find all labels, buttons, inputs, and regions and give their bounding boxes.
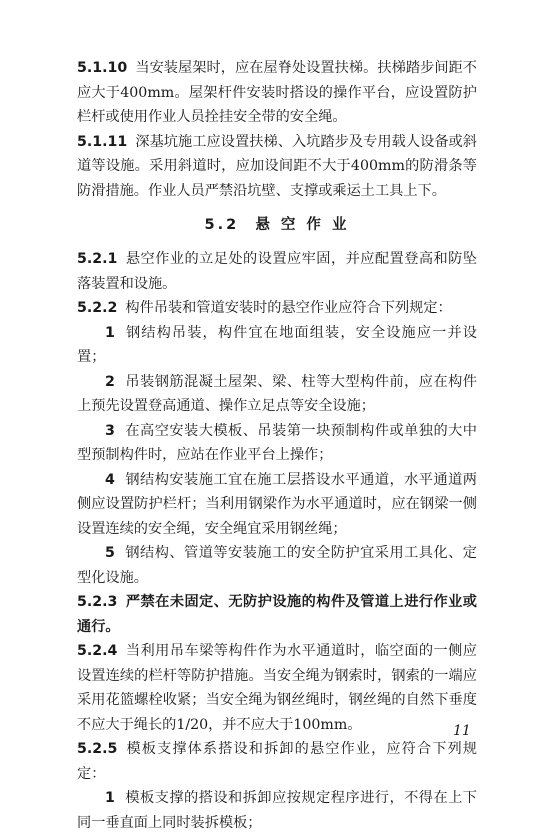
item-number: 5 bbox=[105, 545, 115, 561]
list-item bbox=[77, 468, 477, 542]
clause-text: 当利用吊车梁等构件作为水平通道时，临空面的一侧应设置连续的栏杆等防护措施。当安全绳为钢索时，钢索的一端应采用花篮螺栓收紧；当安全绳为钢丝绳时，钢丝绳的自然下垂度不应大于绳长的1/20，并不应大于100mm。 bbox=[77, 643, 477, 733]
clause-5-2-2 bbox=[77, 296, 477, 321]
section-title-text: 悬 空 作 业 bbox=[255, 217, 350, 233]
clause-number: 5.1.11 bbox=[77, 133, 128, 150]
clause-number: 5.2.3 bbox=[77, 594, 118, 610]
list-item bbox=[77, 541, 477, 590]
item-text: 吊装钢筋混凝土屋架、梁、柱等大型构件前，应在构件上预先设置登高通道、操作立足点等安全设施； bbox=[77, 373, 477, 414]
clause-text: 模板支撑体系搭设和拆卸的悬空作业，应符合下列规定： bbox=[77, 741, 477, 782]
clause-text: 深基坑施工应设置扶梯、入坑踏步及专用载人设备或斜道等设施。采用斜道时，应加设间距不大于400mm的防滑条等防滑措施。作业人员严禁沿坑壁、支撑或乘运土工具上下。 bbox=[77, 133, 477, 199]
list-item bbox=[77, 370, 477, 419]
item-text: 钢结构、管道等安装施工的安全防护宜采用工具化、定型化设施。 bbox=[77, 545, 477, 586]
clause-number: 5.2.5 bbox=[77, 741, 118, 757]
clause-number: 5.2.4 bbox=[77, 643, 118, 659]
clause-5-1-10 bbox=[77, 56, 477, 130]
section-number: 5.2 bbox=[204, 217, 240, 233]
clause-number: 5.2.1 bbox=[77, 251, 118, 267]
clause-text: 构件吊装和管道安装时的悬空作业应符合下列规定： bbox=[125, 300, 452, 316]
clause-text: 当安装屋架时，应在屋脊处设置扶梯。扶梯踏步间距不应大于400mm。屋架杆件安装时搭设的操作平台，应设置防护栏杆或使用作业人员拴挂安全带的安全绳。 bbox=[77, 60, 477, 125]
clause-5-1-11 bbox=[77, 130, 477, 204]
clause-number: 5.2.2 bbox=[77, 300, 118, 316]
clause-number: 5.1.10 bbox=[77, 60, 128, 76]
item-text: 钢结构安装施工宜在施工层搭设水平通道，水平通道两侧应设置防护栏杆；当利用钢梁作为水平通道时，应在钢梁一侧设置连续的安全绳，安全绳宜采用钢丝绳； bbox=[77, 471, 477, 537]
clause-text: 悬空作业的立足处的设置应牢固，并应配置登高和防坠落装置和设施。 bbox=[77, 251, 477, 292]
item-number: 2 bbox=[105, 373, 115, 390]
list-item bbox=[77, 786, 477, 835]
item-text: 钢结构吊装，构件宜在地面组装，安全设施应一并设置； bbox=[77, 324, 477, 365]
item-number: 3 bbox=[105, 422, 115, 439]
clause-5-2-4 bbox=[77, 639, 477, 737]
item-number: 4 bbox=[105, 471, 115, 488]
list-item bbox=[77, 419, 477, 468]
item-number: 1 bbox=[105, 790, 115, 806]
clause-5-2-3 bbox=[77, 590, 477, 639]
page-number: 11 bbox=[453, 723, 471, 739]
item-number: 1 bbox=[105, 324, 115, 341]
item-text: 在高空安装大模板、吊装第一块预制构件或单独的大中型预制构件时，应站在作业平台上操作； bbox=[77, 422, 477, 463]
list-item bbox=[77, 321, 477, 370]
clause-5-2-1 bbox=[77, 247, 477, 296]
page-content bbox=[77, 56, 477, 835]
item-text: 模板支撑的搭设和拆卸应按规定程序进行，不得在上下同一垂直面上同时装拆模板； bbox=[77, 790, 477, 831]
clause-text-mandatory: 严禁在未固定、无防护设施的构件及管道上进行作业或通行。 bbox=[77, 594, 477, 635]
section-heading bbox=[77, 213, 477, 237]
